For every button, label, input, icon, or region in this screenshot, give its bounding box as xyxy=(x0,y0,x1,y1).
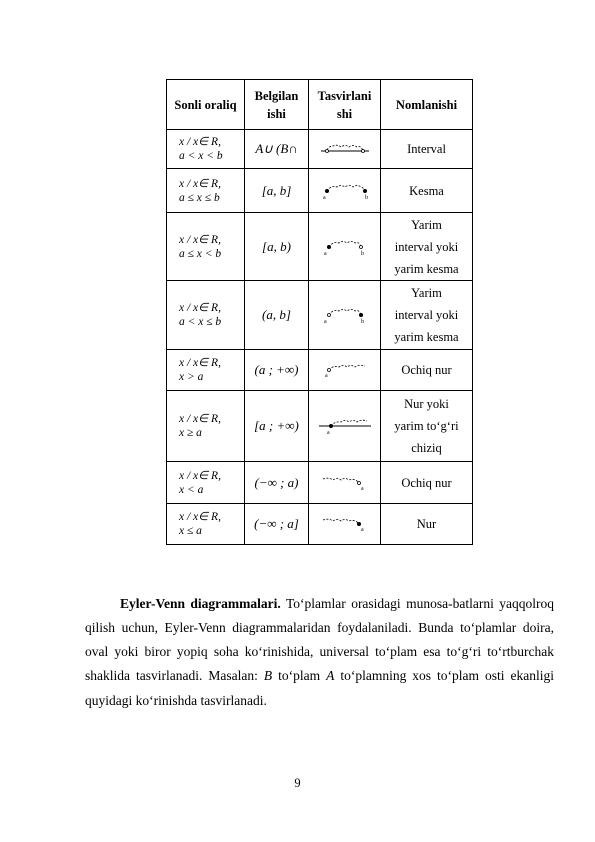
interval-name: Yarim interval yoki yarim kesma xyxy=(381,281,473,350)
svg-text:a: a xyxy=(324,373,328,378)
notation: (−∞ ; a) xyxy=(245,462,309,504)
interval-name: Ochiq nur xyxy=(381,462,473,504)
interval-name: Kesma xyxy=(381,169,473,213)
open-ray-left-icon xyxy=(319,475,371,491)
notation: A∪ (B∩ xyxy=(245,130,309,169)
variable-a: A xyxy=(326,668,335,684)
svg-text:a: a xyxy=(322,194,326,200)
interval-name: Nur yoki yarim to‘g‘ri chiziq xyxy=(381,391,473,462)
set-definition: x / x∈ R, a ≤ x ≤ b xyxy=(167,169,245,213)
svg-text:b: b xyxy=(360,319,364,325)
svg-text:a: a xyxy=(360,485,364,491)
interval-name: Ochiq nur xyxy=(381,350,473,391)
table-row xyxy=(167,281,473,350)
table-row xyxy=(167,213,473,281)
open-open-line-icon xyxy=(319,142,371,156)
set-definition: x / x∈ R, x < a xyxy=(167,462,245,504)
header-sonli-oraliq: Sonli oraliq xyxy=(167,80,245,130)
set-definition: x / x∈ R, x ≤ a xyxy=(167,504,245,545)
number-intervals-table xyxy=(166,79,473,545)
set-definition: x / x∈ R, a < x ≤ b xyxy=(167,281,245,350)
notation: [a, b) xyxy=(245,213,309,281)
closed-closed-segment-icon xyxy=(319,182,371,200)
section-heading: Eyler-Venn diagrammalari. xyxy=(120,595,281,611)
header-belgilanishi: Belgilan ishi xyxy=(245,80,309,130)
header-nomlanishi: Nomlanishi xyxy=(381,80,473,130)
table-row xyxy=(167,350,473,391)
interval-name: Interval xyxy=(381,130,473,169)
interval-figure xyxy=(309,504,381,545)
set-definition: x / x∈ R, x > a xyxy=(167,350,245,391)
notation: (a ; +∞) xyxy=(245,350,309,391)
closed-open-interval-icon xyxy=(319,237,371,257)
closed-ray-left-icon xyxy=(319,516,371,532)
interval-name: Nur xyxy=(381,504,473,545)
table-row xyxy=(167,391,473,462)
paragraph-text: To‘plamlar orasidagi munosa-batlarni yaqqolroq qilish uchun, Eyler-Venn diagrammalaridan foydalaniladi. Bunda to‘plamlar doira, oval yoki biror yopiq soha ko‘rinishida, universal to‘plam esa to‘g‘ri to‘rtburchak shaklida tasvirlanadi. Masalan: xyxy=(85,595,554,684)
header-tasvirlanishi: Tasvirlani shi xyxy=(309,80,381,130)
interval-figure xyxy=(309,169,381,213)
table-row xyxy=(167,504,473,545)
page-number: 9 xyxy=(294,776,301,790)
interval-figure xyxy=(309,130,381,169)
interval-name: Yarim interval yoki yarim kesma xyxy=(381,213,473,281)
interval-figure xyxy=(309,281,381,350)
euler-venn-paragraph: Eyler-Venn diagrammalari. To‘plamlar orasidagi munosa-batlarni yaqqolroq qilish uchun, Eyler-Venn diagrammalaridan foydalaniladi. Bunda to‘plamlar doira, oval yoki biror yopiq soha ko‘rinishida, universal to‘plam esa to‘g‘ri to‘rtburchak shaklida tasvirlanadi. Masalan: B to‘plam A to‘plamning xos to‘plam osti ekanligi quyidagi ko‘rinishda tasvirlanadi. xyxy=(85,595,555,708)
svg-text:b: b xyxy=(364,194,368,200)
notation: (−∞ ; a] xyxy=(245,504,309,545)
notation: [a, b] xyxy=(245,169,309,213)
closed-ray-right-icon xyxy=(317,417,373,435)
notation: (a, b] xyxy=(245,281,309,350)
svg-text:b: b xyxy=(360,250,364,257)
interval-figure xyxy=(309,350,381,391)
set-definition: x / x∈ R, a < x < b xyxy=(167,130,245,169)
set-definition: x / x∈ R, x ≥ a xyxy=(167,391,245,462)
table-row xyxy=(167,130,473,169)
set-definition: x / x∈ R, a ≤ x < b xyxy=(167,213,245,281)
interval-figure xyxy=(309,213,381,281)
svg-text:a: a xyxy=(360,527,364,532)
svg-text:a: a xyxy=(323,250,327,257)
svg-text:a: a xyxy=(323,319,327,325)
variable-b: B xyxy=(263,668,273,684)
open-ray-right-icon xyxy=(319,362,371,378)
open-closed-interval-icon xyxy=(319,305,371,325)
interval-figure xyxy=(309,462,381,504)
table-header-row xyxy=(167,80,473,130)
table-row xyxy=(167,462,473,504)
svg-text:a: a xyxy=(326,430,330,435)
table-row xyxy=(167,169,473,213)
interval-figure xyxy=(309,391,381,462)
notation: [a ; +∞) xyxy=(245,391,309,462)
